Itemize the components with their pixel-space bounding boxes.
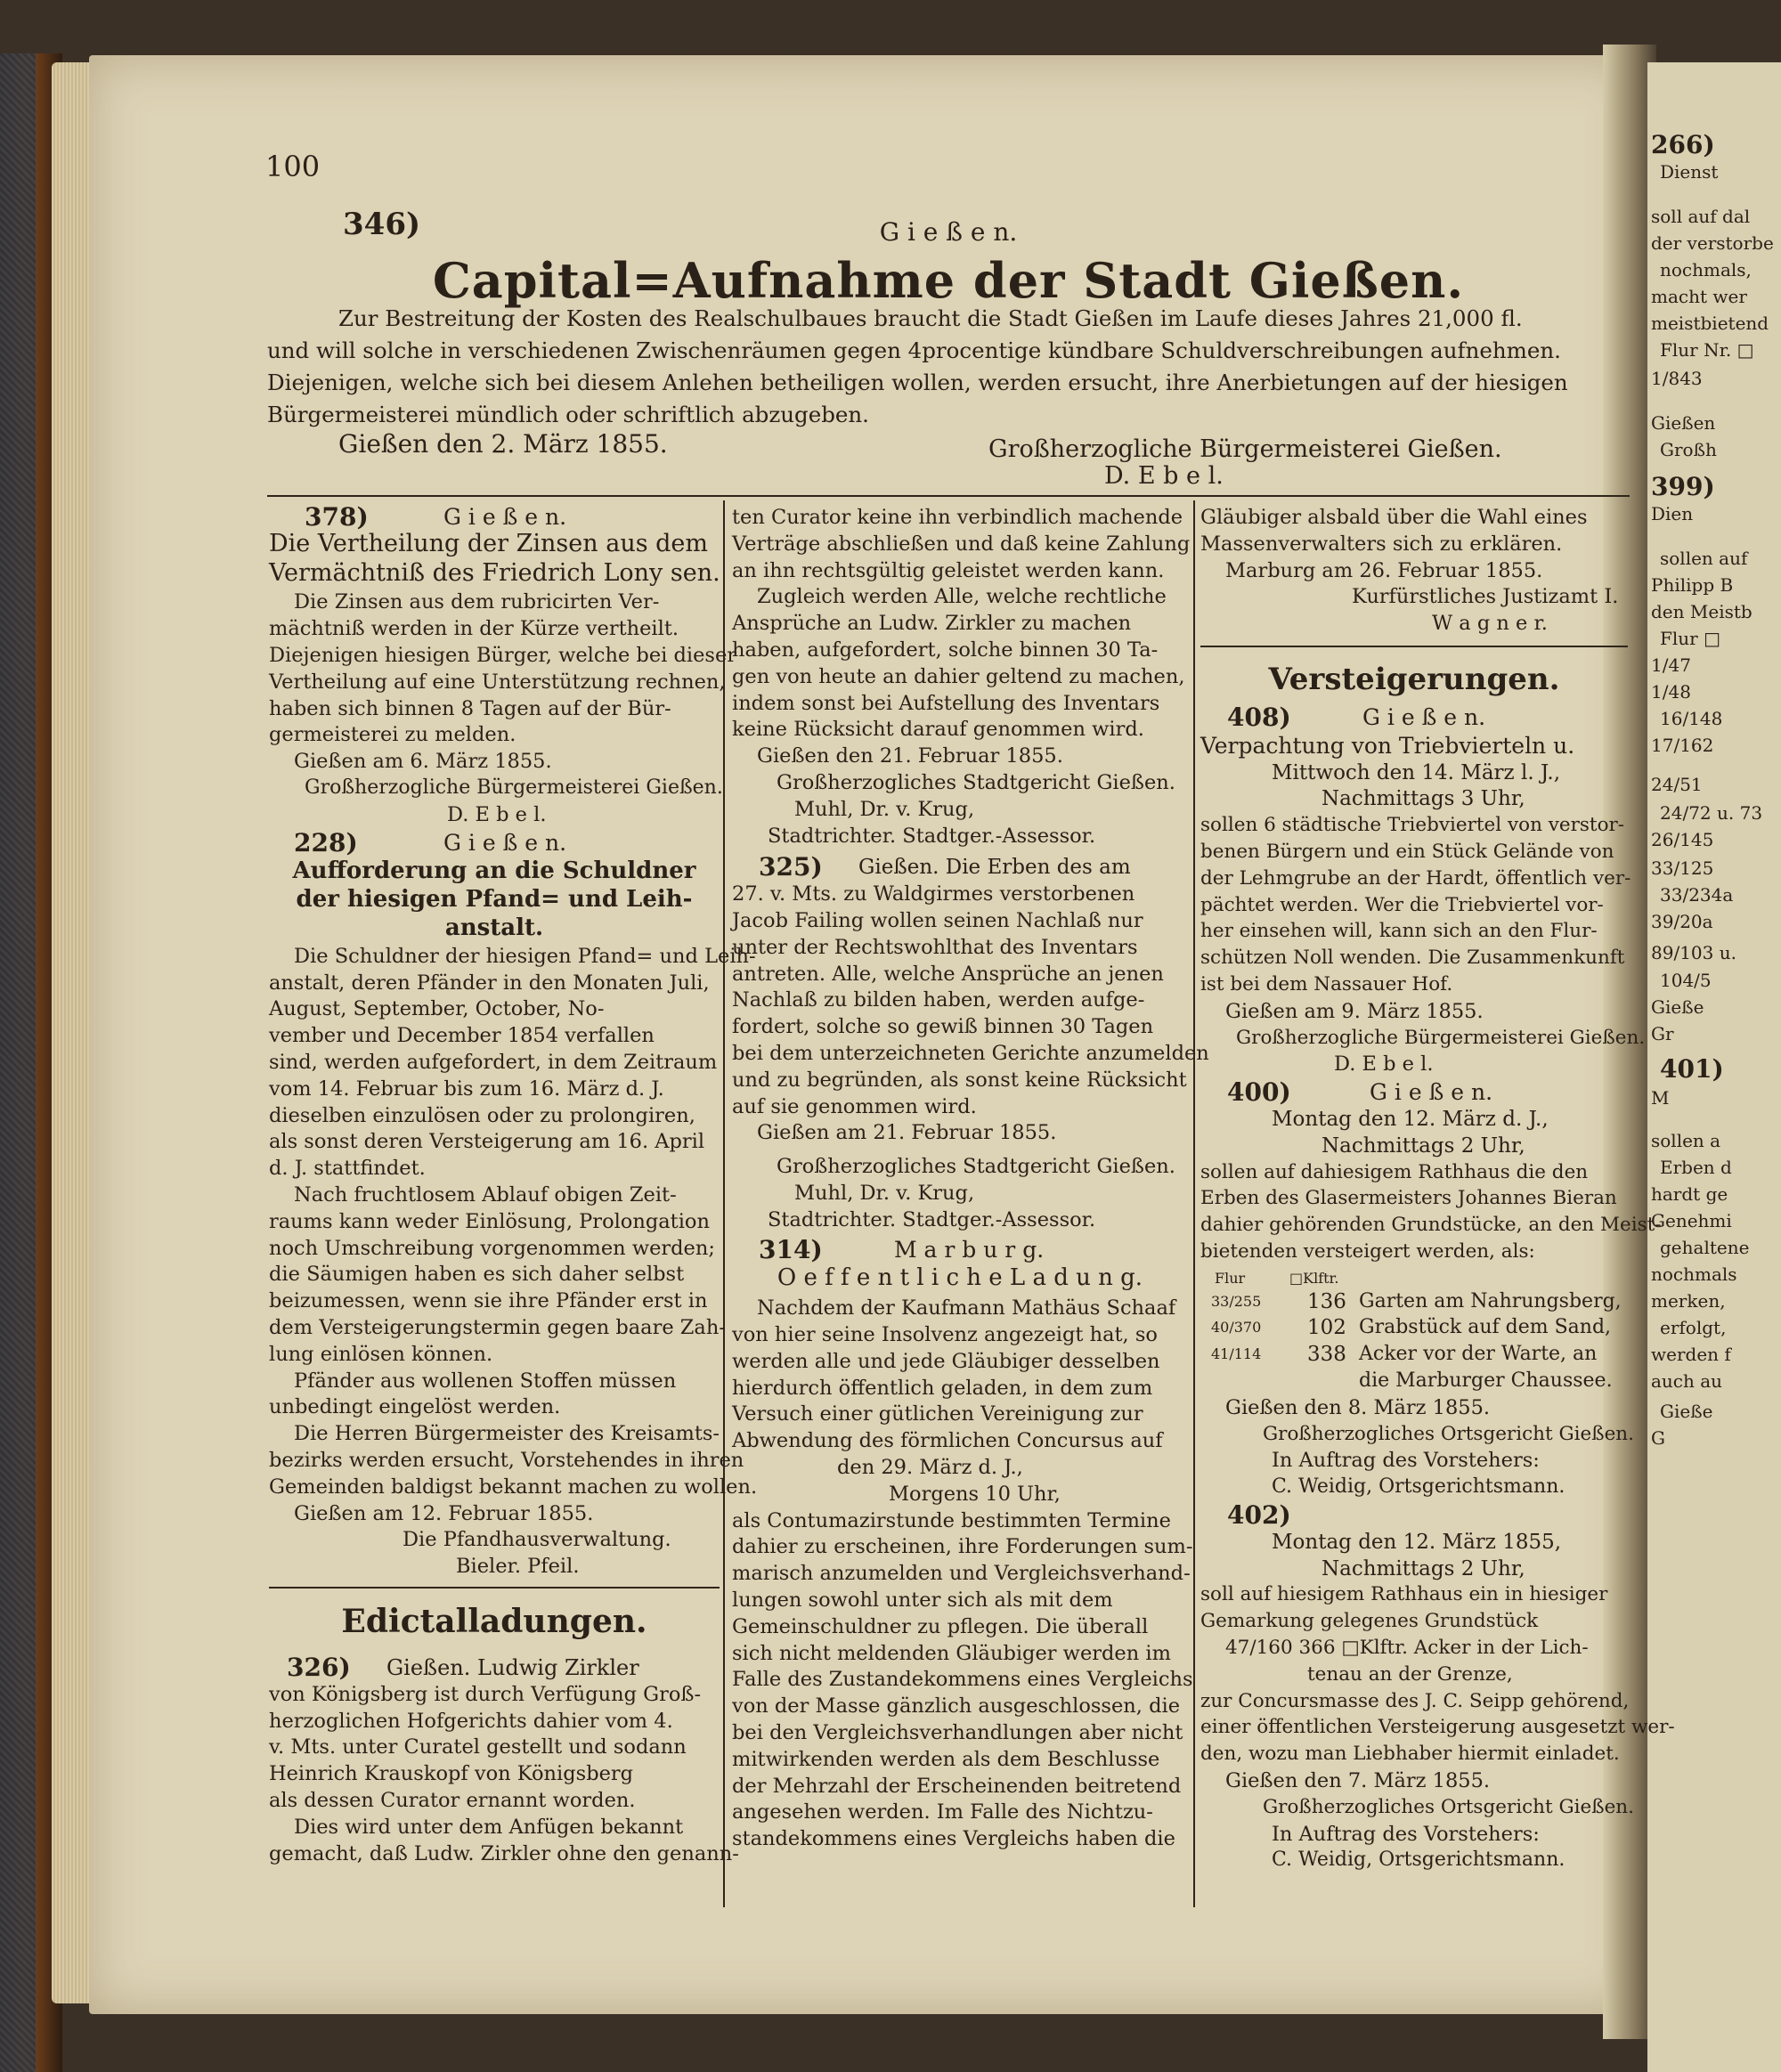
- notice-date: Gießen am 6. März 1855.: [294, 750, 552, 774]
- notice-id-346: 346): [343, 207, 421, 242]
- notice-place: G i e ß e n.: [1362, 704, 1486, 730]
- next-page-line: Gießen: [1651, 412, 1716, 434]
- notice-when: Montag den 12. März 1855,: [1272, 1530, 1562, 1554]
- page-number: 100: [265, 150, 321, 183]
- notice-title-line: der hiesigen Pfand= und Leih-: [296, 886, 693, 914]
- notice-body-line: marisch anzumelden und Vergleichsverhand-: [732, 1562, 1191, 1586]
- notice-body-line: noch Umschreibung vorgenommen werden;: [269, 1236, 715, 1260]
- next-page-line: Dien: [1651, 503, 1694, 524]
- next-page-line: Flur □: [1660, 628, 1720, 649]
- table-cell-klftr: 102: [1307, 1316, 1346, 1340]
- notice-when: Montag den 12. März d. J.,: [1272, 1108, 1549, 1131]
- notice-body-line: vember und December 1854 verfallen: [269, 1024, 655, 1048]
- notice-date: Gießen den 7. März 1855.: [1225, 1769, 1491, 1792]
- next-page-line: 399): [1651, 472, 1715, 501]
- header-body-line: Zur Bestreitung der Kosten des Realschulbaues braucht die Stadt Gießen im Laufe dieses Jahres 21,000 fl.: [338, 305, 1523, 331]
- next-page-fragment: [1647, 62, 1781, 2072]
- notice-body-line: Nach fruchtlosem Ablauf obigen Zeit-: [294, 1183, 677, 1207]
- notice-authority: Großherzogliche Bürgermeisterei Gießen.: [305, 776, 723, 799]
- next-page-line: meistbietend: [1651, 313, 1769, 334]
- notice-body-line: dahier zu erscheinen, ihre Forderungen sum-: [732, 1535, 1193, 1559]
- section-rule: [1200, 646, 1628, 647]
- notice-body-line: auf sie genommen wird.: [732, 1094, 977, 1118]
- notice-body-line: der Mehrzahl der Erscheinenden beitretend: [732, 1774, 1182, 1798]
- notice-body-line: tenau an der Grenze,: [1307, 1662, 1513, 1686]
- notice-id-314: 314): [759, 1234, 823, 1264]
- notice-body-line: benen Bürgern und ein Stück Gelände von: [1200, 841, 1614, 863]
- next-page-line: 33/125: [1651, 857, 1714, 879]
- notice-body-line: Zugleich werden Alle, welche rechtliche: [757, 585, 1167, 609]
- notice-body-line: einer öffentlichen Versteigerung ausgesetzt wer-: [1200, 1716, 1675, 1739]
- notice-body-line: sollen auf dahiesigem Rathhaus die den: [1200, 1160, 1589, 1183]
- next-page-line: sollen auf: [1660, 548, 1748, 569]
- notice-body-line: bezirks werden ersucht, Vorstehendes in ihren: [269, 1449, 744, 1472]
- notice-body-line: anstalt, deren Pfänder in den Monaten Juli,: [269, 971, 710, 995]
- notice-body-line: germeisterei zu melden.: [269, 723, 516, 747]
- table-cell-flur: 33/255: [1211, 1292, 1262, 1310]
- notice-body-line: von Königsberg ist durch Verfügung Groß-: [269, 1682, 702, 1706]
- notice-body-line: ist bei dem Nassauer Hof.: [1200, 973, 1453, 995]
- notice-body-line: indem sonst bei Aufstellung des Inventars: [732, 691, 1160, 715]
- next-page-line: 33/234a: [1660, 884, 1734, 906]
- notice-body-line: Dies wird unter dem Anfügen bekannt: [294, 1815, 684, 1839]
- notice-body-line: hierdurch öffentlich geladen, in dem zum: [732, 1376, 1153, 1400]
- notice-body-line: mitwirkenden werden als dem Beschlusse: [732, 1747, 1160, 1771]
- next-page-line: macht wer: [1651, 286, 1747, 307]
- next-page-line: werden f: [1651, 1344, 1731, 1365]
- notice-id-400: 400): [1227, 1077, 1291, 1108]
- notice-date: Gießen am 12. Februar 1855.: [294, 1501, 594, 1525]
- notice-body-line: lung einlösen können.: [269, 1342, 493, 1366]
- notice-place: G i e ß e n.: [443, 829, 567, 856]
- notice-title-line: Die Vertheilung der Zinsen aus dem: [269, 529, 709, 557]
- header-body-line: Bürgermeisterei mündlich oder schriftlich abzugeben.: [267, 402, 869, 427]
- next-page-line: merken,: [1651, 1290, 1726, 1312]
- notice-body-line: Abwendung des förmlichen Concursus auf: [732, 1429, 1163, 1453]
- table-cell-desc: die Marburger Chaussee.: [1359, 1369, 1613, 1392]
- next-page-line: 24/72 u. 73: [1660, 802, 1763, 824]
- notice-body-line: Morgens 10 Uhr,: [889, 1482, 1061, 1506]
- next-page-line: 39/20a: [1651, 911, 1713, 932]
- next-page-line: der verstorbe: [1651, 232, 1774, 254]
- notice-body-line: gemacht, daß Ludw. Zirkler ohne den genann-: [269, 1841, 739, 1865]
- notice-order: In Auftrag des Vorstehers:: [1272, 1449, 1540, 1473]
- notice-body-line: Gemarkung gelegenes Grundstück: [1200, 1610, 1539, 1633]
- notice-body-line: Erben des Glasermeisters Johannes Bieran: [1200, 1187, 1617, 1210]
- notice-authority: Großherzogliches Ortsgericht Gießen.: [1263, 1795, 1634, 1818]
- next-page-line: Dienst: [1660, 161, 1719, 183]
- notice-body-line: Gläubiger alsbald über die Wahl eines: [1200, 506, 1588, 529]
- notice-title-line: Aufforderung an die Schuldner: [292, 857, 696, 885]
- next-page-line: soll auf dal: [1651, 206, 1751, 227]
- notice-authority: Kurfürstliches Justizamt I.: [1352, 585, 1619, 609]
- notice-body-line: Versuch einer gütlichen Vereinigung zur: [732, 1402, 1143, 1426]
- notice-body-line: Vertheilung auf eine Unterstützung rechnen,: [269, 670, 726, 694]
- notice-title: Verpachtung von Triebvierteln u.: [1200, 732, 1575, 759]
- notice-body-line: keine Rücksicht darauf genommen wird.: [732, 718, 1144, 742]
- notice-id-326: 326): [287, 1653, 351, 1682]
- notice-body-line: werden alle und jede Gläubiger desselben: [732, 1349, 1160, 1373]
- next-page-line: 16/148: [1660, 708, 1723, 729]
- notice-body-line: von der Masse gänzlich ausgeschlossen, die: [732, 1694, 1181, 1719]
- next-page-line: 24/51: [1651, 774, 1703, 795]
- next-page-line: den Meistb: [1651, 601, 1753, 622]
- notice-date: Gießen den 8. März 1855.: [1225, 1395, 1491, 1419]
- notice-body-line: zur Concursmasse des J. C. Seipp gehörend,: [1200, 1689, 1630, 1712]
- next-page-line: erfolgt,: [1660, 1317, 1727, 1338]
- notice-title: O e f f e n t l i c h e L a d u n g.: [777, 1264, 1143, 1292]
- table-cell-desc: Acker vor der Warte, an: [1359, 1343, 1598, 1366]
- notice-body-line: raums kann weder Einlösung, Prolongation: [269, 1209, 710, 1233]
- notice-signature: Muhl, Dr. v. Krug,: [794, 797, 975, 821]
- notice-id-408: 408): [1227, 703, 1291, 732]
- notice-title-line: anstalt.: [444, 914, 544, 941]
- notice-body-line: als dessen Curator ernannt worden.: [269, 1789, 636, 1812]
- section-rule: [269, 1587, 720, 1589]
- next-page-line: 17/162: [1651, 735, 1714, 756]
- header-rule: [267, 495, 1630, 497]
- notice-body-line: Nachlaß zu bilden haben, werden aufge-: [732, 988, 1145, 1012]
- notice-body-line: Jacob Failing wollen seinen Nachlaß nur: [732, 909, 1143, 932]
- next-page-line: Gieße: [1651, 996, 1704, 1018]
- next-page-line: M: [1651, 1087, 1670, 1109]
- notice-body-line: fordert, solche so gewiß binnen 30 Tagen: [732, 1015, 1154, 1039]
- notice-authority: Großherzogliche Bürgermeisterei Gießen.: [1236, 1026, 1646, 1049]
- notice-signature: Muhl, Dr. v. Krug,: [794, 1182, 975, 1205]
- notice-body-line: ten Curator keine ihn verbindlich machende: [732, 506, 1183, 529]
- notice-body-line: als Contumazirstunde bestimmten Termine: [732, 1508, 1171, 1532]
- notice-id-228: 228): [294, 827, 358, 857]
- next-page-line: Großh: [1660, 439, 1717, 460]
- notice-intro: Gießen. Ludwig Zirkler: [386, 1655, 639, 1680]
- next-page-line: nochmals,: [1660, 259, 1752, 280]
- next-page-line: 104/5: [1660, 970, 1712, 991]
- table-cell-klftr: 136: [1307, 1289, 1346, 1313]
- notice-when: Nachmittags 3 Uhr,: [1322, 787, 1525, 811]
- next-page-line: 89/103 u.: [1651, 942, 1736, 963]
- notice-body-line: soll auf hiesigem Rathhaus ein in hiesiger: [1200, 1583, 1608, 1606]
- notice-signature: D. E b e l.: [1334, 1052, 1434, 1077]
- next-page-line: sollen a: [1651, 1130, 1721, 1151]
- notice-body-line: haben sich binnen 8 Tagen auf der Bür-: [269, 696, 671, 720]
- table-cell-flur: 41/114: [1211, 1345, 1262, 1363]
- notice-body-line: Die Schuldner der hiesigen Pfand= und Leih-: [294, 944, 756, 968]
- notice-body-line: Massenverwalters sich zu erklären.: [1200, 532, 1563, 556]
- notice-body-line: Verträge abschließen und daß keine Zahlung: [732, 532, 1191, 556]
- next-page-line: Philipp B: [1651, 574, 1734, 596]
- notice-title-line: Vermächtniß des Friedrich Lony sen.: [269, 558, 720, 587]
- next-page-line: 266): [1651, 130, 1715, 159]
- column-divider-1: [723, 500, 725, 1907]
- next-page-line: hardt ge: [1651, 1183, 1728, 1205]
- table-head-klftr: □Klftr.: [1289, 1269, 1339, 1287]
- notice-when: Mittwoch den 14. März l. J.,: [1272, 760, 1560, 784]
- notice-body-line: sind, werden aufgefordert, in dem Zeitraum: [269, 1051, 718, 1074]
- notice-authority: Die Pfandhausverwaltung.: [403, 1528, 671, 1552]
- notice-id-402: 402): [1227, 1500, 1291, 1530]
- notice-body-line: angesehen werden. Im Falle des Nichtzu-: [732, 1800, 1153, 1824]
- notice-place: G i e ß e n.: [443, 504, 567, 530]
- notice-date: Gießen am 9. März 1855.: [1225, 999, 1484, 1023]
- notice-date: Gießen den 21. Februar 1855.: [757, 744, 1063, 768]
- notice-body-line: lungen sowohl unter sich als mit dem: [732, 1589, 1113, 1612]
- table-cell-desc: Garten am Nahrungsberg,: [1359, 1289, 1622, 1312]
- notice-body-line: bietenden versteigert werden, als:: [1200, 1240, 1535, 1263]
- notice-body-line: 47/160 366 □Klftr. Acker in der Lich-: [1225, 1637, 1589, 1659]
- notice-date: Marburg am 26. Februar 1855.: [1225, 558, 1543, 582]
- next-page-line: nochmals: [1651, 1264, 1737, 1285]
- next-page-line: Flur Nr. □: [1660, 339, 1754, 361]
- next-page-line: 1/47: [1651, 654, 1691, 676]
- section-title-edictalladungen: Edictalladungen.: [341, 1603, 647, 1640]
- notice-body-line: Ansprüche an Ludw. Zirkler zu machen: [732, 612, 1132, 636]
- notice-body-line: herzoglichen Hofgerichts dahier vom 4.: [269, 1709, 673, 1733]
- header-date: Gießen den 2. März 1855.: [338, 429, 668, 459]
- notice-body-line: dem Versteigerungstermin gegen baare Zah-: [269, 1316, 726, 1339]
- notice-body-line: antreten. Alle, welche Ansprüche an jenen: [732, 962, 1164, 986]
- notice-signature: C. Weidig, Ortsgerichtsmann.: [1272, 1475, 1565, 1499]
- next-page-line: Gieße: [1660, 1401, 1713, 1422]
- notice-body-line: sollen 6 städtische Triebviertel von verstor-: [1200, 814, 1625, 837]
- notice-body-line: den 29. März d. J.,: [837, 1456, 1023, 1479]
- notice-body-line: Die Zinsen aus dem rubricirten Ver-: [294, 590, 660, 614]
- notice-body-line: beizumessen, wenn sie ihre Pfänder erst in: [269, 1289, 708, 1313]
- next-page-line: Genehmi: [1651, 1210, 1732, 1231]
- notice-body-line: sich nicht meldenden Gläubiger werden im: [732, 1641, 1171, 1665]
- notice-body-line: unter der Rechtswohlthat des Inventars: [732, 935, 1138, 959]
- notice-body-line: Pfänder aus wollenen Stoffen müssen: [294, 1369, 677, 1393]
- notice-body-line: die Säumigen haben es sich daher selbst: [269, 1263, 685, 1287]
- next-page-line: 1/48: [1651, 681, 1691, 703]
- header-title: Capital=Aufnahme der Stadt Gießen.: [432, 252, 1465, 309]
- next-page-line: Gr: [1651, 1023, 1674, 1044]
- header-signature: D. E b e l.: [1104, 462, 1224, 490]
- notice-authority: Großherzogliches Stadtgericht Gießen.: [777, 771, 1175, 794]
- notice-body-line: gen von heute an dahier geltend zu machen,: [732, 664, 1185, 688]
- notice-date: Gießen am 21. Februar 1855.: [757, 1121, 1057, 1145]
- next-page-line: 1/843: [1651, 368, 1703, 389]
- section-title-versteigerungen: Versteigerungen.: [1268, 662, 1560, 697]
- notice-body-line: pächtet werden. Wer die Triebviertel vor-: [1200, 893, 1604, 916]
- table-cell-flur: 40/370: [1211, 1319, 1262, 1337]
- notice-signature: C. Weidig, Ortsgerichtsmann.: [1272, 1849, 1565, 1872]
- notice-id-325: 325): [759, 852, 823, 882]
- notice-intro: Gießen. Die Erben des am: [858, 856, 1131, 880]
- table-head-flur: Flur: [1215, 1269, 1246, 1287]
- notice-when: Nachmittags 2 Uhr,: [1322, 1134, 1525, 1158]
- notice-signature: D. E b e l.: [447, 802, 547, 826]
- notice-body-line: unbedingt eingelöst werden.: [269, 1395, 561, 1419]
- notice-body-line: haben, aufgefordert, solche binnen 30 Ta-: [732, 638, 1159, 662]
- notice-signature: W a g n e r.: [1432, 612, 1548, 636]
- notice-place: G i e ß e n.: [1370, 1079, 1493, 1106]
- notice-body-line: und zu begründen, als sonst keine Rücksicht: [732, 1068, 1187, 1092]
- notice-body-line: 27. v. Mts. zu Waldgirmes verstorbenen: [732, 882, 1135, 906]
- binding-cloth: [0, 53, 36, 2072]
- next-page-line: auch au: [1651, 1370, 1723, 1392]
- notice-body-line: dahier gehörenden Grundstücke, an den Meist-: [1200, 1214, 1662, 1237]
- notice-body-line: bei dem unterzeichneten Gerichte anzumelden: [732, 1042, 1209, 1065]
- notice-id-378: 378): [305, 502, 369, 532]
- header-place: G i e ß e n.: [879, 217, 1018, 247]
- next-page-line: gehaltene: [1660, 1237, 1750, 1258]
- next-page-line: G: [1651, 1427, 1665, 1449]
- table-cell-desc: Grabstück auf dem Sand,: [1359, 1316, 1612, 1339]
- notice-body-line: d. J. stattfindet.: [269, 1157, 426, 1181]
- next-page-line: 26/145: [1651, 829, 1714, 850]
- notice-authority: Großherzogliches Stadtgericht Gießen.: [777, 1155, 1175, 1179]
- notice-body-line: vom 14. Februar bis zum 16. März d. J.: [269, 1077, 664, 1101]
- notice-body-line: standekommens eines Vergleichs haben die: [732, 1827, 1175, 1851]
- header-body-line: Diejenigen, welche sich bei diesem Anlehen betheiligen wollen, werden ersucht, ihre Anerbietungen auf der hiesigen: [267, 370, 1568, 395]
- notice-body-line: der Lehmgrube an der Hardt, öffentlich ver-: [1200, 866, 1631, 890]
- notice-body-line: Falle des Zustandekommens eines Vergleichs: [732, 1668, 1193, 1692]
- notice-body-line: den, wozu man Liebhaber hiermit einladet.: [1200, 1743, 1620, 1766]
- notice-body-line: v. Mts. unter Curatel gestellt und sodann: [269, 1735, 687, 1759]
- notice-body-line: Gemeinden baldigst bekannt machen zu wollen.: [269, 1475, 758, 1499]
- notice-body-line: August, September, October, No-: [269, 997, 605, 1021]
- notice-authority: Großherzogliches Ortsgericht Gießen.: [1263, 1422, 1634, 1445]
- notice-order: In Auftrag des Vorstehers:: [1272, 1822, 1540, 1846]
- notice-body-line: Heinrich Krauskopf von Königsberg: [269, 1762, 634, 1786]
- notice-body-line: als sonst deren Versteigerung am 16. April: [269, 1130, 705, 1154]
- column-divider-2: [1193, 500, 1195, 1907]
- notice-body-line: schützen Noll wenden. Die Zusammenkunft: [1200, 947, 1625, 970]
- header-body-line: und will solche in verschiedenen Zwischenräumen gegen 4procentige kündbare Schuldverschreibungen aufnehmen.: [267, 337, 1561, 363]
- notice-when: Nachmittags 2 Uhr,: [1322, 1556, 1525, 1580]
- notice-signature: Bieler. Pfeil.: [456, 1555, 580, 1579]
- notice-place: M a r b u r g.: [894, 1236, 1045, 1263]
- table-cell-klftr: 338: [1307, 1343, 1346, 1367]
- notice-body-line: Diejenigen hiesigen Bürger, welche bei dieser: [269, 644, 737, 667]
- notice-body-line: Die Herren Bürgermeister des Kreisamts-: [294, 1422, 720, 1446]
- notice-body-line: Nachdem der Kaufmann Mathäus Schaaf: [757, 1296, 1176, 1320]
- header-authority: Großherzogliche Bürgermeisterei Gießen.: [988, 435, 1502, 463]
- notice-body-line: an ihn rechtsgültig geleistet werden kann.: [732, 558, 1165, 582]
- notice-body-line: bei den Vergleichsverhandlungen aber nicht: [732, 1721, 1183, 1744]
- notice-body-line: Gemeinschuldner zu pflegen. Die überall: [732, 1614, 1149, 1638]
- notice-body-line: dieselben einzulösen oder zu prolongiren,: [269, 1103, 695, 1127]
- next-page-line: 401): [1660, 1054, 1724, 1084]
- notice-signature: Stadtrichter. Stadtger.-Assessor.: [768, 1207, 1096, 1231]
- notice-body-line: von hier seine Insolvenz angezeigt hat, so: [732, 1323, 1158, 1346]
- notice-body-line: mächtniß werden in der Kürze vertheilt.: [269, 617, 679, 641]
- notice-signature: Stadtrichter. Stadtger.-Assessor.: [768, 824, 1096, 848]
- next-page-line: Erben d: [1660, 1157, 1732, 1178]
- notice-body-line: her einsehen will, kann sich an den Flur-: [1200, 920, 1598, 943]
